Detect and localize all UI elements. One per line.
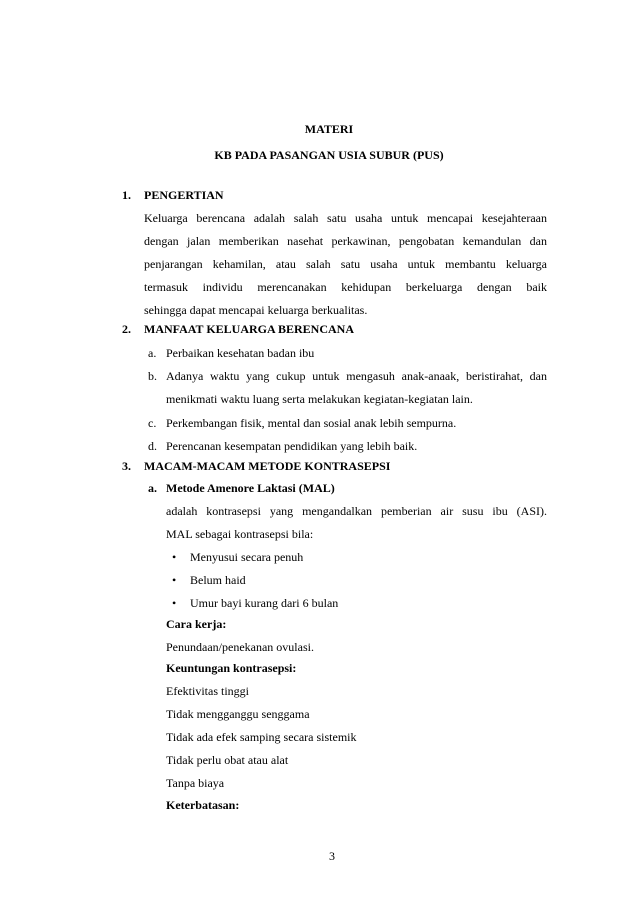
section-1-number: 1. (122, 188, 131, 202)
page-number: 3 (329, 849, 335, 863)
section-3-number: 3. (122, 459, 131, 473)
list-item-letter: d. (148, 439, 157, 453)
bullet-icon: • (172, 573, 177, 587)
bullet-icon: • (172, 596, 177, 610)
cara-kerja-text: Penundaan/penekanan ovulasi. (166, 640, 314, 654)
section-2-number: 2. (122, 322, 131, 336)
section-1-paragraph-line: Keluarga berencana adalah salah satu usaha untuk mencapai kesejahteraan (144, 211, 547, 225)
section-1-paragraph-line: sehingga dapat mencapai keluarga berkualitas. (144, 303, 368, 317)
list-item-letter: a. (148, 346, 157, 360)
list-item-letter: b. (148, 369, 157, 383)
list-item: Perkembangan fisik, mental dan sosial anak lebih sempurna. (166, 416, 457, 430)
list-item: Perencanan kesempatan pendidikan yang lebih baik. (166, 439, 418, 453)
keuntungan-item: Tidak ada efek samping secara sistemik (166, 730, 357, 744)
section-2-heading: MANFAAT KELUARGA BERENCANA (144, 322, 355, 336)
page-subtitle: KB PADA PASANGAN USIA SUBUR (PUS) (214, 148, 444, 162)
list-item-letter: c. (148, 416, 157, 430)
bullet-item: Belum haid (190, 573, 246, 587)
list-item: Adanya waktu yang cukup untuk mengasuh anak-anaak, beristirahat, dan (166, 369, 547, 383)
keuntungan-item: Efektivitas tinggi (166, 684, 249, 698)
section-1-heading: PENGERTIAN (144, 188, 224, 202)
subsection-letter: a. (148, 481, 157, 495)
bullet-item: Menyusui secara penuh (190, 550, 304, 564)
bullet-item: Umur bayi kurang dari 6 bulan (190, 596, 339, 610)
subsection-description: adalah kontrasepsi yang mengandalkan pemberian air susu ibu (ASI). (166, 504, 547, 518)
section-3-heading: MACAM-MACAM METODE KONTRASEPSI (144, 459, 391, 473)
list-item: Perbaikan kesehatan badan ibu (166, 346, 315, 360)
section-1-paragraph-line: dengan jalan memberikan nasehat perkawinan, pengobatan kemandulan dan (144, 234, 547, 248)
keuntungan-item: Tidak perlu obat atau alat (166, 753, 289, 767)
list-item-continuation: menikmati waktu luang serta melakukan kegiatan-kegiatan lain. (166, 392, 473, 406)
keuntungan-item: Tanpa biaya (166, 776, 225, 790)
section-1-paragraph-line: termasuk individu merencanakan kehidupan berkeluarga dengan baik (144, 280, 547, 294)
subsection-description: MAL sebagai kontrasepsi bila: (166, 527, 314, 541)
subsection-heading: Metode Amenore Laktasi (MAL) (166, 481, 335, 495)
keuntungan-heading: Keuntungan kontrasepsi: (166, 661, 297, 675)
keterbatasan-heading: Keterbatasan: (166, 798, 240, 812)
cara-kerja-heading: Cara kerja: (166, 617, 227, 631)
bullet-icon: • (172, 550, 177, 564)
page-title: MATERI (304, 122, 354, 136)
section-1-paragraph-line: penjarangan kehamilan, atau salah satu usaha untuk membantu keluarga (144, 257, 547, 271)
keuntungan-item: Tidak mengganggu senggama (166, 707, 310, 721)
